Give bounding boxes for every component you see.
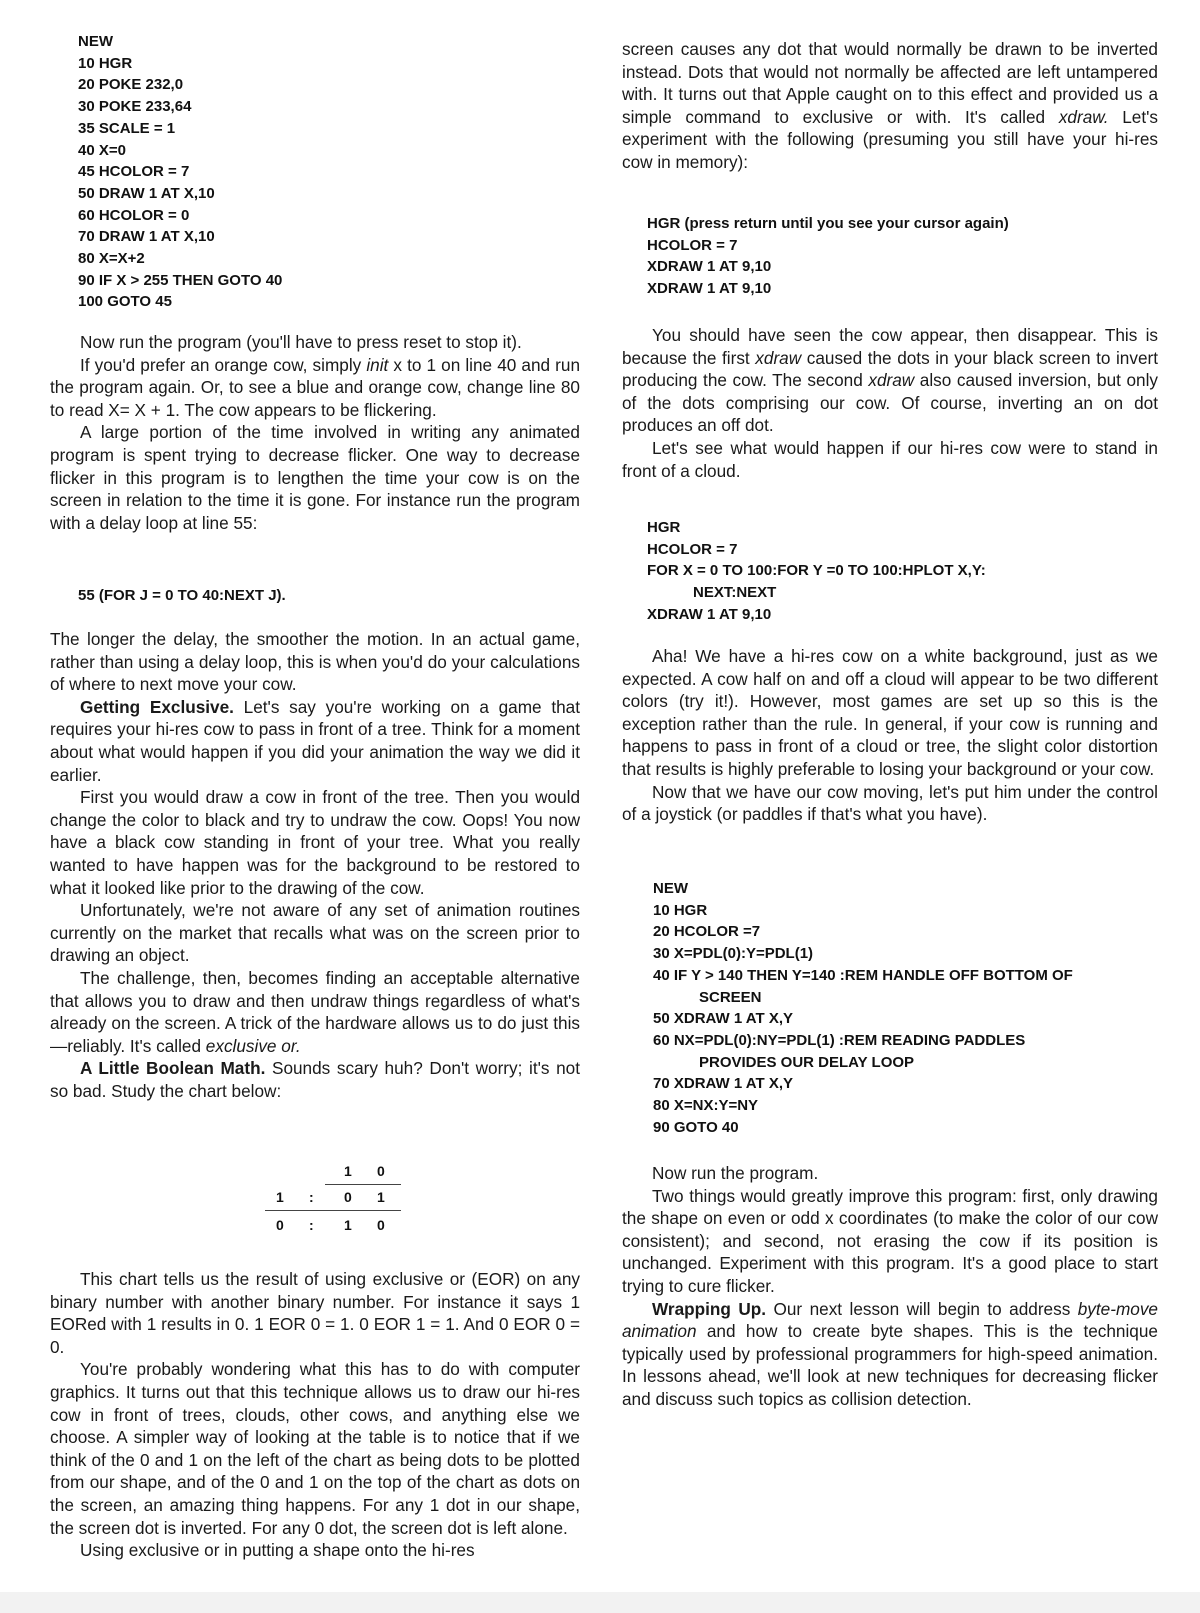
chart-separator: : <box>309 1189 314 1205</box>
text-span: x to 1 on line 40 and run the program again. Or, to see a blue and orange cow, change line 80 to read X= X + 1. The cow appears to be flickering. <box>50 354 581 420</box>
code-line: HCOLOR = 7 <box>647 540 738 558</box>
code-listing-joystick <box>653 878 1073 1138</box>
paragraph: Using exclusive or in putting a shape onto the hi-res <box>80 1540 475 1561</box>
chart-cell: 0 <box>377 1217 385 1233</box>
code-line: 45 HCOLOR = 7 <box>78 163 190 181</box>
section-heading: Getting Exclusive. <box>80 696 234 717</box>
chart-row-label: 0 <box>276 1217 284 1233</box>
chart-rule-middle <box>265 1210 401 1211</box>
emphasis: byte-move animation <box>622 1298 1158 1342</box>
code-line: 80 X=NX:Y=NY <box>653 1097 759 1115</box>
paragraph: This chart tells us the result of using exclusive or (EOR) on any binary number with another binary number. For instance it says 1 EORed with 1 results in 0. 1 EOR 0 = 1. 0 EOR 1 = 1. And 0 EOR 0 = 0. <box>50 1269 580 1357</box>
code-listing-cloud <box>647 517 986 626</box>
code-delay-loop <box>78 585 286 607</box>
text-span: screen causes any dot that would normally be drawn to be inverted instead. Dots that would not normally be affected are left untampered with. It turns out that Apple caught on to this effect and provided us a simple command to exclusive or with. It's called <box>622 39 1158 127</box>
code-listing-xdraw <box>647 213 1009 300</box>
code-line: 60 HCOLOR = 0 <box>78 206 190 224</box>
code-line: 20 POKE 232,0 <box>78 76 184 94</box>
emphasis: init <box>366 354 389 375</box>
code-line: XDRAW 1 AT 9,10 <box>647 258 772 276</box>
paragraph: A large portion of the time involved in writing any animated program is spent trying to decrease flicker. One way to decrease flicker in this program is to lengthen the time your cow is on the screen in relation to the time it is gone. For instance run the program with a delay loop at line 55: <box>50 422 580 533</box>
chart-cell: 0 <box>344 1189 352 1205</box>
section-heading: Wrapping Up. <box>652 1298 767 1319</box>
code-line: 100 GOTO 45 <box>78 293 172 311</box>
code-line: 40 X=0 <box>78 141 126 159</box>
paragraph <box>50 354 580 422</box>
chart-header-0: 0 <box>377 1163 385 1179</box>
chart-rule-top <box>325 1184 401 1185</box>
left-text-block-2 <box>50 628 580 1102</box>
code-line: HCOLOR = 7 <box>647 236 738 254</box>
code-line: SCREEN <box>699 988 762 1006</box>
code-line: XDRAW 1 AT 9,10 <box>647 605 772 623</box>
emphasis: xdraw <box>755 347 802 368</box>
code-line: NEW <box>78 33 113 50</box>
code-line: 10 HGR <box>653 901 708 919</box>
code-line: NEW <box>653 880 688 897</box>
paragraph <box>50 967 580 1057</box>
text-span: Sounds scary huh? Don't worry; it's not so bad. Study the chart below: <box>50 1058 580 1101</box>
paragraph: You're probably wondering what this has to do with computer graphics. It turns out that this technique allows us to draw our hi-res cow in front of trees, clouds, other cows, and anything else we choose. A simpler way of looking at the table is to notice that if we think of the 0 and 1 on the left of the chart as being dots to be plotted from our shape, and of the 0 and 1 on the top of the chart as dots on the screen, an amazing thing happens. For any 1 dot in our shape, the screen dot is inverted. For any 0 dot, the screen dot is left alone. <box>50 1359 580 1538</box>
paragraph: First you would draw a cow in front of the tree. Then you would change the color to black and try to undraw the cow. Oops! You now have a black cow standing in front of your tree. What you really wanted to have happen was for the background to be restored to what it looked like prior to the drawing of the cow. <box>50 787 580 898</box>
emphasis: exclusive or. <box>205 1035 301 1056</box>
chart-row-label: 1 <box>276 1189 284 1205</box>
right-text-block-2 <box>622 324 1158 482</box>
text-span: Let's say you're working on a game that requires your hi-res cow to pass in front of a tree. Think for a moment about what would happen if you did your animation the way we did it earlier. <box>50 696 580 785</box>
paragraph <box>50 696 580 786</box>
code-line: 20 HCOLOR =7 <box>653 923 761 941</box>
page-bottom-margin <box>0 1592 1200 1613</box>
paragraph: The longer the delay, the smoother the motion. In an actual game, rather than using a delay loop, this is when you'd do your calculations of where to next move your cow. <box>50 629 580 695</box>
left-text-block-1 <box>50 331 580 534</box>
code-line: 50 XDRAW 1 AT X,Y <box>653 1010 794 1028</box>
text-span: Our next lesson will begin to address <box>766 1298 1078 1319</box>
right-text-block-1 <box>622 38 1158 174</box>
code-line: 30 X=PDL(0):Y=PDL(1) <box>653 945 814 963</box>
code-line: 55 (FOR J = 0 TO 40:NEXT J). <box>78 587 286 604</box>
code-line: 70 XDRAW 1 AT X,Y <box>653 1075 794 1093</box>
chart-cell: 1 <box>377 1189 385 1205</box>
code-line: 60 NX=PDL(0):NY=PDL(1) :REM READING PADDLES <box>653 1031 1026 1049</box>
paragraph <box>622 324 1158 437</box>
code-line: 10 HGR <box>78 54 133 72</box>
paragraph <box>50 1057 580 1102</box>
text-span: Let's experiment with the following (presuming you still have your hi-res cow in memory): <box>622 106 1158 172</box>
paragraph: Aha! We have a hi-res cow on a white background, just as we expected. A cow half on and off a cloud will appear to be two different colors (try it!). However, most games are set up so this is the exception rather than the rule. In general, if your cow is running and happens to pass in front of a cloud or tree, the slight color distortion that results is highly preferable to losing your background or your cow. <box>622 646 1158 779</box>
chart-cell: 1 <box>344 1217 352 1233</box>
chart-header-1: 1 <box>344 1163 352 1179</box>
text-span: The challenge, then, becomes finding an acceptable alternative that allows you to draw and then undraw things regardless of what's already on the screen. A trick of the hardware allows us to do just this—reliably. It's called <box>50 967 580 1056</box>
code-line: XDRAW 1 AT 9,10 <box>647 280 772 298</box>
code-line: 50 DRAW 1 AT X,10 <box>78 184 215 202</box>
code-line: FOR X = 0 TO 100:FOR Y =0 TO 100:HPLOT X,Y: <box>647 562 986 580</box>
code-line: 70 DRAW 1 AT X,10 <box>78 228 215 246</box>
text-span: caused the dots in your black screen to invert producing the cow. The second <box>622 347 1159 391</box>
left-text-block-3 <box>50 1268 580 1562</box>
code-line: 80 X=X+2 <box>78 250 145 268</box>
code-line: 90 IF X > 255 THEN GOTO 40 <box>78 271 283 289</box>
code-line: 40 IF Y > 140 THEN Y=140 :REM HANDLE OFF BOTTOM OF <box>653 966 1073 984</box>
text-span: You should have seen the cow appear, then disappear. This is because the first <box>622 325 1158 368</box>
code-line: PROVIDES OUR DELAY LOOP <box>699 1053 915 1071</box>
paragraph: Now run the program. <box>652 1163 819 1183</box>
paragraph <box>622 1298 1158 1411</box>
paragraph: Unfortunately, we're not aware of any set of animation routines currently on the market that recalls what was on the screen prior to drawing an object. <box>50 900 580 966</box>
paragraph: Now run the program (you'll have to press reset to stop it). <box>80 332 522 352</box>
emphasis: xdraw <box>868 370 915 391</box>
text-span: also caused inversion, but only of the dots comprising our cow. Of course, inverting an on dot produces an off dot. <box>622 370 1158 436</box>
code-line: NEXT:NEXT <box>693 584 777 602</box>
paragraph: Now that we have our cow moving, let's put him under the control of a joystick (or paddles if that's what you have). <box>622 781 1158 825</box>
code-listing-cow-animation <box>78 31 558 313</box>
paragraph <box>622 38 1158 174</box>
code-line: 35 SCALE = 1 <box>78 119 176 137</box>
text-span: and how to create byte shapes. This is the technique typically used by professional programmers for high-speed animation. In lessons ahead, we'll look at new techniques for decreasing flicker and discuss such topics as collision detection. <box>622 1321 1158 1409</box>
code-line: 90 GOTO 40 <box>653 1118 739 1136</box>
chart-separator: : <box>309 1217 314 1233</box>
section-heading: A Little Boolean Math. <box>80 1058 266 1079</box>
code-line: HGR <box>647 519 681 536</box>
right-text-block-3 <box>622 645 1158 826</box>
right-text-block-4 <box>622 1162 1158 1411</box>
emphasis: xdraw. <box>1058 106 1109 127</box>
paragraph: Two things would greatly improve this program: first, only drawing the shape on even or odd x coordinates (to make the color of our cow consistent); and second, not erasing the cow if its position is unchanged. Experiment with this program. It's a good place to start trying to cure flicker. <box>622 1185 1158 1296</box>
paragraph: Let's see what would happen if our hi-res cow were to stand in front of a cloud. <box>622 437 1158 481</box>
code-line: HGR (press return until you see your cursor again) <box>647 215 1009 232</box>
code-line: 30 POKE 233,64 <box>78 98 192 116</box>
text-span: If you'd prefer an orange cow, simply <box>80 354 367 375</box>
